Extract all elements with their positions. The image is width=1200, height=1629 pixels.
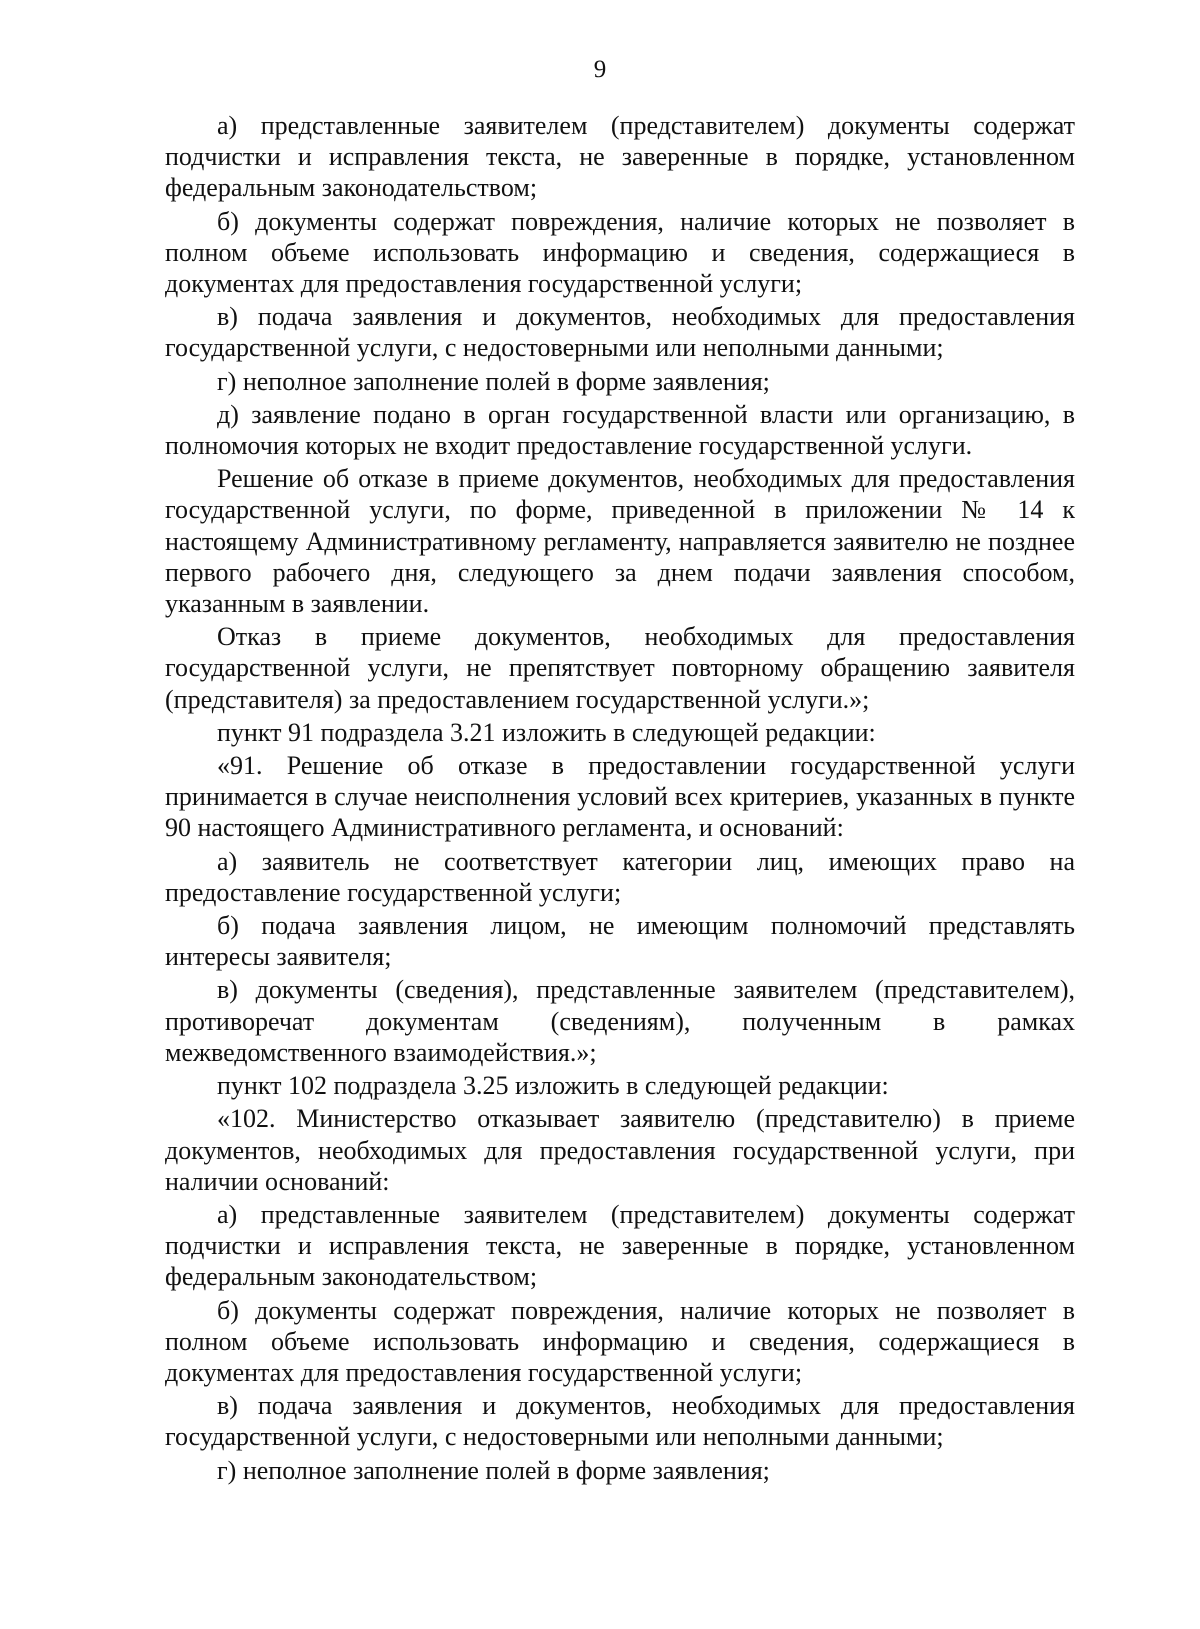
paragraph: б) документы содержат повреждения, наличие которых не позволяет в полном объеме использовать информацию и сведения, содержащиеся в документах для предоставления государственной услуги; — [165, 1295, 1075, 1387]
paragraph: «102. Министерство отказывает заявителю (представителю) в приеме документов, необходимых для предоставления государственной услуги, при наличии оснований: — [165, 1104, 1075, 1196]
paragraph: в) подача заявления и документов, необходимых для предоставления государственной услуги, с недостоверными или неполными данными; — [165, 302, 1075, 363]
paragraph: г) неполное заполнение полей в форме заявления; — [217, 366, 770, 396]
paragraph: б) документы содержат повреждения, наличие которых не позволяет в полном объеме использовать информацию и сведения, содержащиеся в документах для предоставления государственной услуги; — [165, 206, 1075, 299]
document-body — [165, 110, 1075, 1488]
paragraph: в) документы (сведения), представленные заявителем (представителем), противоречат документам (сведениям), полученным в рамках межведомственного взаимодействия.»; — [165, 975, 1075, 1067]
paragraph: Решение об отказе в приеме документов, необходимых для предоставления государственной услуги, по форме, приведенной в приложении № 14 к настоящему Административному регламенту, направляется заявителю не позднее первого рабочего дня, следующего за днем подачи заявления способом, указанным в заявлении. — [165, 464, 1075, 619]
paragraph: д) заявление подано в орган государственной власти или организацию, в полномочия которых не входит предоставление государственной услуги. — [165, 399, 1075, 461]
paragraph: а) заявитель не соответствует категории лиц, имеющих право на предоставление государственной услуги; — [165, 846, 1075, 907]
page-number: 9 — [593, 56, 607, 83]
paragraph: Отказ в приеме документов, необходимых для предоставления государственной услуги, не препятствует повторному обращению заявителя (представителя) за предоставлением государственной услуги.»; — [165, 622, 1075, 714]
paragraph: а) представленные заявителем (представителем) документы содержат подчистки и исправления текста, не заверенные в порядке, установленном федеральным законодательством; — [165, 1199, 1075, 1292]
paragraph: а) представленные заявителем (представителем) документы содержат подчистки и исправления текста, не заверенные в порядке, установленном федеральным законодательством; — [165, 111, 1075, 203]
paragraph: в) подача заявления и документов, необходимых для предоставления государственной услуги, с недостоверными или неполными данными; — [165, 1391, 1075, 1452]
paragraph: г) неполное заполнение полей в форме заявления; — [217, 1455, 770, 1485]
paragraph: «91. Решение об отказе в предоставлении государственной услуги принимается в случае неисполнения условий всех критериев, указанных в пункте 90 настоящего Административного регламента, и оснований: — [165, 751, 1075, 843]
paragraph: пункт 91 подраздела 3.21 изложить в следующей редакции: — [217, 717, 876, 747]
paragraph: пункт 102 подраздела 3.25 изложить в следующей редакции: — [217, 1071, 889, 1101]
paragraph: б) подача заявления лицом, не имеющим полномочий представлять интересы заявителя; — [165, 911, 1075, 972]
